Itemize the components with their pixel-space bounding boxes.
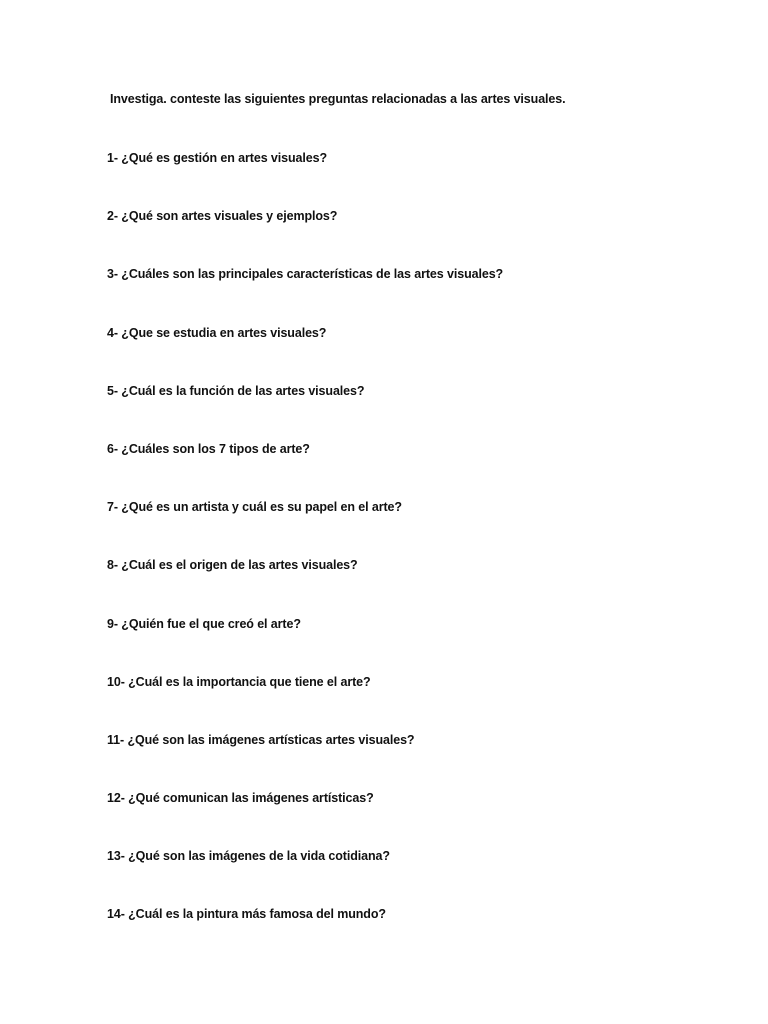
question-list	[107, 150, 503, 965]
question-item: 9- ¿Quién fue el que creó el arte?	[107, 616, 301, 631]
question-item: 8- ¿Cuál es el origen de las artes visuales?	[107, 558, 358, 573]
question-item: 1- ¿Qué es gestión en artes visuales?	[107, 151, 327, 165]
question-item: 4- ¿Que se estudia en artes visuales?	[107, 325, 327, 340]
question-item: 6- ¿Cuáles son los 7 tipos de arte?	[107, 441, 310, 456]
question-item: 13- ¿Qué son las imágenes de la vida cotidiana?	[107, 849, 390, 864]
question-item: 11- ¿Qué son las imágenes artísticas artes visuales?	[107, 732, 415, 747]
question-item: 14- ¿Cuál es la pintura más famosa del mundo?	[107, 907, 386, 922]
question-item: 5- ¿Cuál es la función de las artes visuales?	[107, 383, 365, 398]
question-item: 10- ¿Cuál es la importancia que tiene el arte?	[107, 674, 371, 689]
question-item: 7- ¿Qué es un artista y cuál es su papel en el arte?	[107, 500, 402, 515]
question-item: 2- ¿Qué son artes visuales y ejemplos?	[107, 209, 338, 224]
question-item: 3- ¿Cuáles son las principales características de las artes visuales?	[107, 267, 504, 282]
question-item: 12- ¿Qué comunican las imágenes artísticas?	[107, 791, 374, 806]
instruction-text: Investiga. conteste las siguientes preguntas relacionadas a las artes visuales.	[110, 92, 566, 106]
